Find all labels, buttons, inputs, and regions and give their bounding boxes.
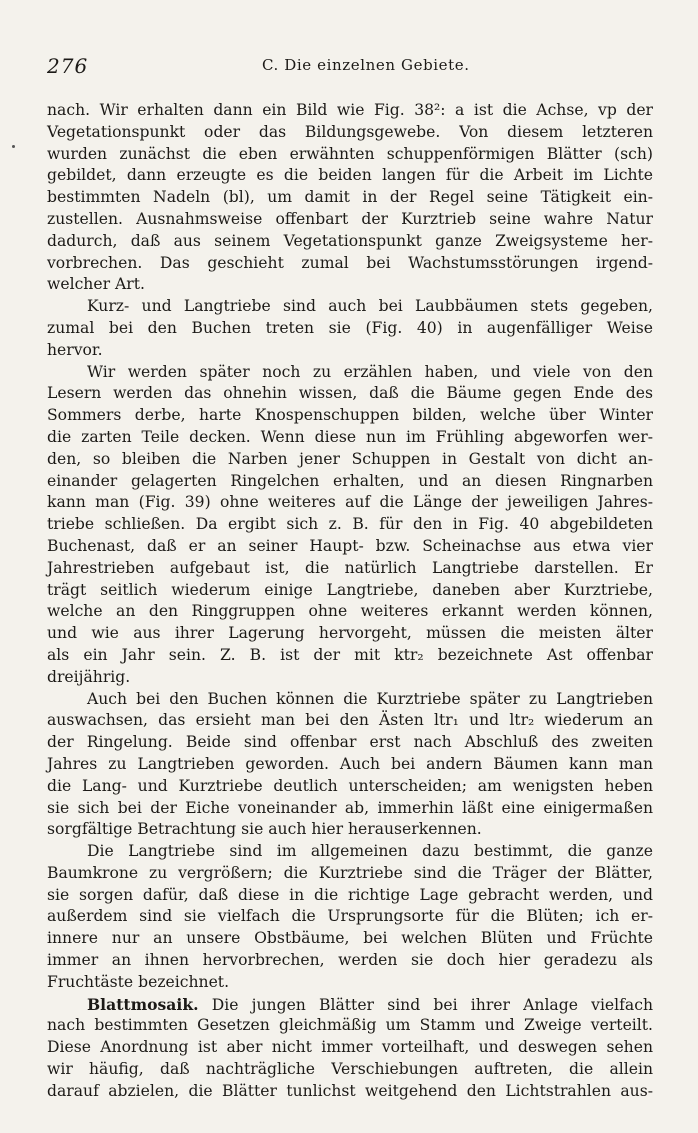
text-line: wir häufig, daß nachträgliche Verschiebungen auftreten, die allein — [47, 1060, 653, 1079]
text-line: Die Langtriebe sind im allgemeinen dazu bestimmt, die ganze — [87, 842, 653, 861]
text-line: zustellen. Ausnahmsweise offenbart der Kurztrieb seine wahre Natur — [47, 209, 653, 228]
page-number: 276 — [47, 54, 89, 78]
heading-line-rest: Die jungen Blätter sind bei ihrer Anlage vielfach — [211, 995, 653, 1014]
text-line: nach. Wir erhalten dann ein Bild wie Fig. 38²: a ist die Achse, vp der — [47, 101, 653, 119]
text-line: nach bestimmten Gesetzen gleichmäßig um Stamm und Zweige verteilt. — [47, 1016, 653, 1035]
text-line: sie sorgen dafür, daß diese in die richtige Lage gebracht werden, und — [47, 885, 653, 904]
text-line: dreijährig. — [47, 667, 131, 686]
text-line: Wir werden später noch zu erzählen haben, und viele von den — [87, 362, 653, 381]
text-line: und wie aus ihrer Lagerung hervorgeht, müssen die meisten älter — [47, 624, 653, 643]
text-line: zumal bei den Buchen treten sie (Fig. 40) in augenfälliger Weise — [47, 318, 653, 337]
blattmosaik-paragraph — [47, 994, 653, 1103]
text-line: Fruchtäste bezeichnet. — [47, 972, 230, 991]
text-line: den, so bleiben die Narben jener Schuppen in Gestalt von dicht an- — [47, 449, 653, 468]
text-line: Buchenast, daß er an seiner Haupt- bzw. Scheinachse aus etwa vier — [47, 536, 653, 555]
text-line: bestimmten Nadeln (bl), um damit in der Regel seine Tätigkeit ein- — [47, 188, 653, 207]
body-text — [47, 100, 653, 1103]
text-line: Auch bei den Buchen können die Kurztriebe später zu Langtrieben — [87, 689, 653, 708]
text-line: einander gelagerten Ringelchen erhalten, und an diesen Ringnarben — [47, 471, 653, 490]
blattmosaik-lines — [47, 1015, 653, 1102]
text-line: Jahres zu Langtrieben geworden. Auch bei andern Bäumen kann man — [47, 754, 653, 773]
text-line: gebildet, dann erzeugte es die beiden langen für die Arbeit im Lichte — [47, 166, 653, 185]
main-paragraphs — [47, 100, 653, 994]
text-line: die zarten Teile decken. Wenn diese nun im Frühling abgeworfen wer- — [47, 427, 653, 446]
text-line — [47, 994, 653, 1016]
text-line: trägt seitlich wiederum einige Langtriebe, daneben aber Kurztriebe, — [47, 580, 653, 599]
text-line: Diese Anordnung ist aber nicht immer vorteilhaft, und deswegen sehen — [47, 1038, 653, 1057]
text-line: welche an den Ringgruppen ohne weiteres erkannt werden können, — [47, 602, 653, 621]
text-line: Lesern werden das ohnehin wissen, daß die Bäume gegen Ende des — [47, 384, 653, 403]
text-line: immer an ihnen hervorbrechen, werden sie doch hier geradezu als — [47, 951, 653, 970]
text-line: sie sich bei der Eiche voneinander ab, immerhin läßt eine einigermaßen — [47, 798, 653, 817]
text-line: außerdem sind sie vielfach die Ursprungsorte für die Blüten; ich er- — [47, 907, 653, 926]
text-line: der Ringelung. Beide sind offenbar erst nach Abschluß des zweiten — [47, 733, 653, 752]
text-line: auswachsen, das ersieht man bei den Ästen ltr₁ und ltr₂ wiederum an — [47, 711, 653, 730]
running-head: C. Die einzelnen Gebiete. — [262, 56, 470, 74]
text-line: welcher Art. — [47, 275, 145, 294]
text-line: Baumkrone zu vergrößern; die Kurztriebe sind die Träger der Blätter, — [47, 863, 653, 882]
text-line: Kurz- und Langtriebe sind auch bei Laubbäumen stets gegeben, — [87, 297, 653, 316]
text-line: sorgfältige Betrachtung sie auch hier herauserkennen. — [47, 820, 482, 839]
text-line: kann man (Fig. 39) ohne weiteres auf die Länge der jeweiligen Jahres- — [47, 493, 653, 512]
text-line: Vegetationspunkt oder das Bildungsgewebe. Von diesem letzteren — [47, 122, 653, 141]
text-line: die Lang- und Kurztriebe deutlich unterscheiden; am wenigsten heben — [47, 776, 653, 795]
text-line: wurden zunächst die eben erwähnten schuppenförmigen Blätter (sch) — [47, 144, 653, 163]
text-line: Sommers derbe, harte Knospenschuppen bilden, welche über Winter — [47, 406, 653, 425]
text-line: triebe schließen. Da ergibt sich z. B. für den in Fig. 40 abgebildeten — [47, 515, 653, 534]
text-line: innere nur an unsere Obstbäume, bei welchen Blüten und Früchte — [47, 929, 653, 948]
text-line: als ein Jahr sein. Z. B. ist der mit ktr₂ bezeichnete Ast offenbar — [47, 645, 653, 664]
section-heading: Blattmosaik. — [87, 994, 199, 1014]
margin-mark — [12, 145, 15, 148]
text-line: hervor. — [47, 340, 103, 359]
text-line: vorbrechen. Das geschieht zumal bei Wachstumsstörungen irgend- — [47, 253, 653, 272]
text-line: dadurch, daß aus seinem Vegetationspunkt ganze Zweigsysteme her- — [47, 231, 653, 250]
text-line: Jahrestrieben aufgebaut ist, die natürlich Langtriebe darstellen. Er — [47, 558, 653, 577]
text-line: darauf abzielen, die Blätter tunlichst weitgehend den Lichtstrahlen aus- — [47, 1081, 653, 1100]
page-header — [47, 52, 657, 80]
